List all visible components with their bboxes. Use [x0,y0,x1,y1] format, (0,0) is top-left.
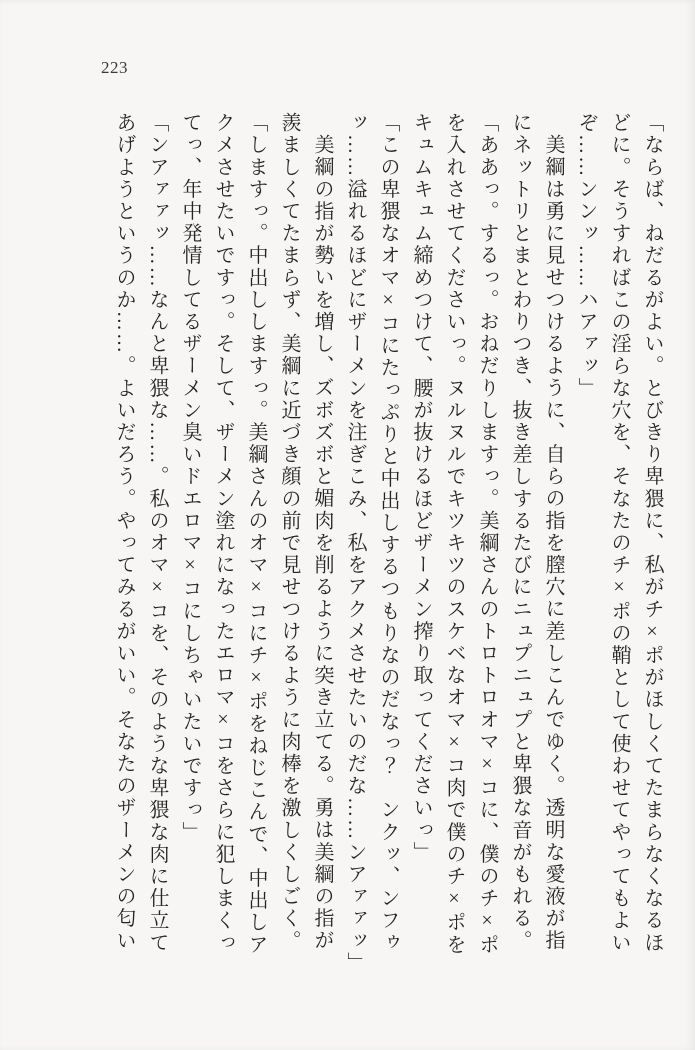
text-line: ぞ……ンンッ……ハアァッ」 [575,112,597,400]
text-line: 羨ましくてたまらず、美綱に近づき顔の前で見せつけるように肉棒を激しくしごく。 [278,112,300,952]
text-line: あげようというのか……。よいだろう。やってみるがいい。そなたのザーメンの匂い [113,112,135,952]
text-line: キュムキュム締めつけて、腰が抜けるほどザーメン搾り取ってくださいっ」 [410,112,432,864]
text-line: クメさせたいですっ。そして、ザーメン塗れになったエロマ×コをさらに犯しまくっ [212,112,234,954]
text-line: を入れさせてくださいっ。ヌルヌルでキツキツのスケベなオマ×コ肉で僕のチ×ポを [443,112,465,956]
text-line: ッ……溢れるほどにザーメンを注ぎこみ、私をアクメさせたいのだな……ンアァァッ」 [344,112,366,974]
text-line: てっ、年中発情してるザーメン臭いドエロマ×コにしちゃいたいですっ」 [179,112,201,844]
text-line: 「ああっ。するっ。おねだりしますっ。美綱さんのトロトロオマ×コに、僕のチ×ポ [476,112,498,956]
text-line: 「ならば、ねだるがよい。とびきり卑猥に、私がチ×ポがほしくてたまらなくなるほ [641,112,663,954]
page-number: 223 [101,58,128,77]
text-line: 美綱の指が勢いを増し、ズボズボと媚肉を削るように突き立てる。勇は美綱の指が [311,134,333,952]
text-line: 美綱は勇に見せつけるように、自らの指を膣穴に差しこんでゆく。透明な愛液が指 [542,134,564,952]
text-line: 「しますっ。中出ししますっ。美綱さんのオマ×コにチ×ポをねじこんで、中出しア [245,112,267,956]
text-line: にネットリとまとわりつき、抜き差しするたびにニュプニュプと卑猥な音がもれる。 [509,112,531,952]
text-line: どに。そうすればこの淫らな穴を、そなたのチ×ポの鞘として使わせてやってもよい [608,112,630,954]
text-line: 「この卑猥なオマ×コにたっぷりと中出しするつもりなのだなっ？ ンクッ、ンフゥ [377,112,399,954]
body-text-block [107,112,668,984]
text-line: 「ンアァァッ……なんと卑猥な……。私のオマ×コを、そのような卑猥な肉に仕立て [146,112,168,954]
